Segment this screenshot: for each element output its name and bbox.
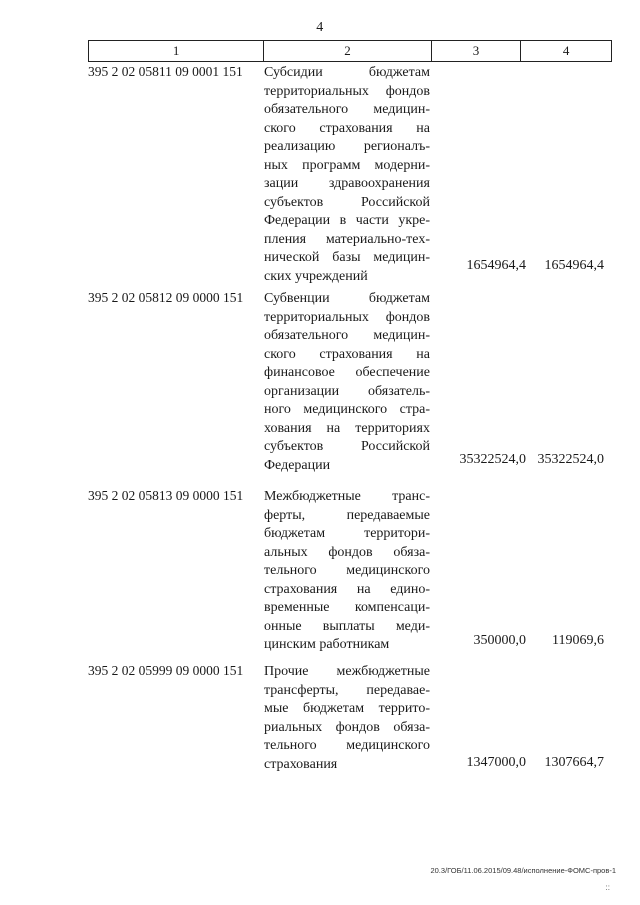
description-line: территориальных фондов (264, 83, 430, 99)
description-line: организации обязатель- (264, 383, 430, 399)
description-line: зации здравоохранения (264, 176, 430, 191)
row-description (264, 64, 430, 286)
description-line: ного медицинского стра- (264, 402, 430, 417)
value-col3: 35322524,0 (459, 452, 526, 467)
budget-code: 395 2 02 05813 09 0000 151 (88, 488, 244, 503)
row-description (264, 290, 430, 475)
description-line: ских учреждений (264, 268, 368, 284)
description-line: тельного медицинского (264, 563, 430, 578)
corner-mark: :: (605, 883, 610, 892)
value-col3: 1654964,4 (466, 258, 526, 273)
description-line: онные выплаты меди- (264, 618, 430, 634)
column-header-4: 4 (562, 43, 570, 58)
description-line: Прочие межбюджетные (264, 664, 430, 679)
description-line: Федерации (264, 457, 331, 473)
budget-code: 395 2 02 05812 09 0000 151 (88, 290, 244, 305)
description-line: хования на территориях (264, 420, 430, 436)
description-line: Субсидии бюджетам (264, 65, 430, 80)
description-line: цинским работникам (264, 637, 390, 652)
description-line: субъектов Российской (264, 194, 430, 210)
description-line: реализацию регионалъ- (264, 139, 430, 154)
description-line: ных программ модерни- (264, 157, 430, 173)
description-line: страхования на едино- (264, 581, 430, 597)
row-description (264, 488, 430, 655)
description-line: Субвенции бюджетам (264, 291, 430, 306)
description-line: страхования (264, 756, 338, 772)
row-description (264, 663, 430, 774)
value-col3: 1347000,0 (466, 755, 526, 770)
description-line: альных фондов обяза- (264, 544, 430, 560)
description-line: обязательного медицин- (264, 102, 430, 117)
description-line: территориальных фондов (264, 309, 430, 325)
description-line: субъектов Российской (264, 439, 430, 454)
footer-note: 20.3/ГОБ/11.06.2015/09.48/исполнение-ФОМС-пров-1 (430, 866, 616, 875)
description-line: пления материально-тех- (264, 231, 430, 247)
description-line: мые бюджетам террито- (264, 701, 430, 716)
value-col4: 1307664,7 (544, 755, 604, 770)
description-line: Межбюджетные транс- (264, 489, 430, 504)
budget-code: 395 2 02 05999 09 0000 151 (88, 663, 244, 678)
value-col4: 35322524,0 (537, 452, 604, 467)
value-col3: 350000,0 (473, 633, 526, 648)
page-number: 4 (316, 20, 324, 35)
column-header-3: 3 (432, 41, 522, 61)
column-header-1: 1 (89, 41, 264, 61)
description-line: тельного медицинского (264, 738, 430, 753)
budget-code: 395 2 02 05811 09 0001 151 (88, 64, 243, 79)
description-line: финансовое обеспечение (264, 365, 430, 380)
value-col4: 1654964,4 (544, 258, 604, 273)
description-line: трансферты, передавае- (264, 682, 430, 698)
description-line: ферты, передаваемые (264, 507, 430, 523)
table-header-row (88, 40, 612, 62)
description-line: обязательного медицин- (264, 328, 430, 343)
description-line: Федерации в части укре- (264, 213, 430, 228)
value-col4: 119069,6 (552, 633, 604, 648)
description-line: риальных фондов обяза- (264, 719, 430, 735)
column-header-2: 2 (264, 41, 431, 61)
description-line: ского страхования на (264, 346, 430, 362)
description-line: нической базы медицин- (264, 250, 430, 265)
description-line: ского страхования на (264, 120, 430, 136)
description-line: бюджетам территори- (264, 526, 430, 541)
description-line: временные компенсаци- (264, 600, 430, 615)
